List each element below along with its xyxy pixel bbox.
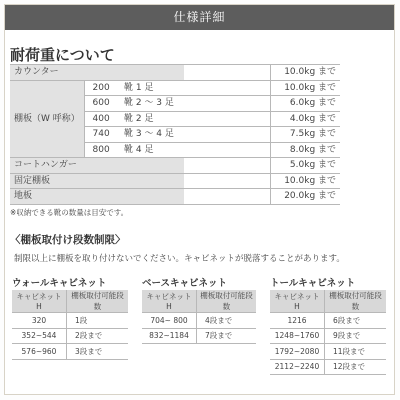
base-cabinet-title: ベースキャビネット <box>142 278 228 289</box>
load-value: 6.0kg まで <box>270 96 340 112</box>
cabinet-height: 704~ 800 <box>142 313 197 329</box>
shelf-width: 400 <box>84 111 114 127</box>
shelf-count: 6段まで <box>325 313 387 329</box>
cabinet-height: 1248~1760 <box>270 328 325 344</box>
load-value: 10.0kg まで <box>270 173 340 189</box>
row-label: 棚板（W 呼称） <box>10 80 84 158</box>
load-value: 10.0kg まで <box>270 65 340 81</box>
table-row <box>142 328 256 344</box>
table-row <box>10 65 340 81</box>
column-header: 棚板取付可能段数 <box>67 290 129 313</box>
table-header-row <box>142 290 256 313</box>
table-row <box>142 313 256 329</box>
table-header-row <box>12 290 128 313</box>
shelf-count: 1段 <box>67 313 129 329</box>
cabinet-height: 1792~2080 <box>270 344 325 360</box>
load-capacity-title: 耐荷重について <box>10 46 115 64</box>
table-row <box>10 158 340 174</box>
shelf-count: 7段まで <box>197 328 257 344</box>
shelf-width: 600 <box>84 96 114 112</box>
shoe-count: 靴 2 足 <box>114 111 184 127</box>
page-header: 仕様詳細 <box>5 5 394 30</box>
shoe-count: 靴 4 足 <box>114 142 184 158</box>
base-cabinet-table <box>142 290 256 344</box>
cabinet-height: 2112~2240 <box>270 359 325 375</box>
column-header: 棚板取付可能段数 <box>197 290 257 313</box>
shelf-count: 11段まで <box>325 344 387 360</box>
shelf-count: 4段まで <box>197 313 257 329</box>
shoe-count-note: ※収納できる靴の数量は目安です。 <box>10 208 129 217</box>
load-value: 8.0kg まで <box>270 142 340 158</box>
table-row <box>270 313 386 329</box>
tall-cabinet-title: トールキャビネット <box>270 278 356 289</box>
load-value: 5.0kg まで <box>270 158 340 174</box>
row-label: カウンター <box>10 65 184 81</box>
table-row <box>10 173 340 189</box>
shelf-count: 3段まで <box>67 344 129 360</box>
column-header: 棚板取付可能段数 <box>325 290 387 313</box>
tall-cabinet-table <box>270 290 386 375</box>
table-row <box>10 80 340 96</box>
table-row <box>270 344 386 360</box>
cabinet-height: 352~544 <box>12 328 67 344</box>
shelf-count: 12段まで <box>325 359 387 375</box>
shelf-width: 800 <box>84 142 114 158</box>
cabinet-height: 576~960 <box>12 344 67 360</box>
shoe-count: 靴 2 ～ 3 足 <box>114 96 184 112</box>
table-row <box>12 344 128 360</box>
shoe-count: 靴 3 ～ 4 足 <box>114 127 184 143</box>
load-capacity-table <box>10 64 340 205</box>
column-header: キャビネットH <box>12 290 67 313</box>
table-row <box>270 359 386 375</box>
shelf-limit-title: 〈棚板取付け段数制限〉 <box>10 234 126 246</box>
row-label: 固定棚板 <box>10 173 184 189</box>
cabinet-height: 320 <box>12 313 67 329</box>
table-row <box>12 313 128 329</box>
cabinet-height: 832~1184 <box>142 328 197 344</box>
table-row <box>12 328 128 344</box>
column-header: キャビネットH <box>142 290 197 313</box>
shelf-width: 200 <box>84 80 114 96</box>
row-label: 地板 <box>10 189 184 205</box>
shelf-width: 740 <box>84 127 114 143</box>
table-row <box>10 189 340 205</box>
table-row <box>270 328 386 344</box>
load-value: 4.0kg まで <box>270 111 340 127</box>
load-value: 10.0kg まで <box>270 80 340 96</box>
wall-cabinet-title: ウォールキャビネット <box>12 278 107 289</box>
load-value: 7.5kg まで <box>270 127 340 143</box>
shelf-count: 9段まで <box>325 328 387 344</box>
row-label: コートハンガー <box>10 158 184 174</box>
wall-cabinet-table <box>12 290 128 360</box>
table-header-row <box>270 290 386 313</box>
column-header: キャビネットH <box>270 290 325 313</box>
cabinet-height: 1216 <box>270 313 325 329</box>
shoe-count: 靴 1 足 <box>114 80 184 96</box>
load-value: 20.0kg まで <box>270 189 340 205</box>
shelf-limit-description: 制限以上に棚板を取り付けないでください。キャビネットが脱落することがあります。 <box>14 254 345 264</box>
shelf-count: 2段まで <box>67 328 129 344</box>
